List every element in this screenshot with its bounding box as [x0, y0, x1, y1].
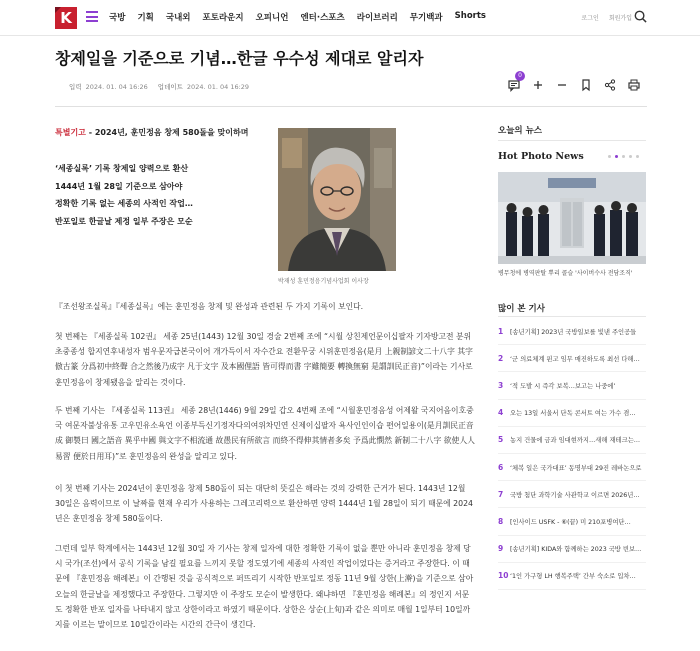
input-time: 2024. 01. 04 16:26 — [85, 83, 148, 91]
nav-item-photo[interactable]: 포토라운지 — [202, 13, 244, 23]
rank-number: 7 — [498, 489, 504, 499]
most-read-heading: 많이 본 기사 — [498, 304, 545, 314]
rank-number: 4 — [498, 408, 504, 418]
rank-title: ‘1인 가구형 LH 행복주택’ 간부 숙소로 입차… — [510, 573, 636, 581]
most-read-item[interactable] — [498, 427, 646, 454]
summary-line: ‘세종실록’ 기록 창제일 양력으로 환산 — [55, 164, 189, 173]
rank-title: ‘군 의료체계 핀고 임무 매진하도록 최선 다해… — [510, 355, 640, 363]
nav-item-shorts[interactable]: Shorts — [454, 11, 486, 21]
site-logo[interactable]: K — [55, 7, 77, 29]
carousel-dot[interactable] — [636, 155, 639, 158]
most-read-item[interactable] — [498, 536, 646, 563]
photo-caption: 박재성 훈민정음기념사업회 이사장 — [278, 278, 369, 285]
rank-title: ‘체복 일은 국가대표’ 동명부대 29진 레바논으로 — [510, 464, 642, 472]
summary-line: 1444년 1월 28일 기준으로 삼아야 — [55, 181, 183, 191]
most-read-item[interactable] — [498, 563, 646, 590]
minus-icon — [555, 78, 569, 92]
print-button[interactable] — [627, 77, 641, 91]
author-photo — [278, 128, 396, 271]
most-read-list — [498, 318, 646, 590]
article-kicker — [55, 127, 248, 138]
article-tools — [507, 72, 641, 91]
carousel-dot[interactable] — [608, 155, 611, 158]
nav-item-world[interactable]: 국내외 — [165, 13, 191, 23]
nav-item-entertainment[interactable]: 엔터·스포츠 — [300, 13, 345, 23]
kicker-text: - 2024년, 훈민정음 창제 580돌을 맞이하며 — [85, 128, 249, 137]
rank-number: 2 — [498, 353, 504, 363]
today-news-heading[interactable]: 오늘의 뉴스 — [498, 126, 543, 136]
bookmark-icon — [579, 78, 593, 92]
comment-button[interactable] — [507, 72, 522, 91]
most-read-item[interactable] — [498, 318, 646, 345]
rank-title: 오는 13일 서울서 단독 콘서트 여는 가수 겸… — [510, 410, 636, 418]
rank-number: 9 — [498, 544, 504, 554]
nav-item-library[interactable]: 라이브러리 — [356, 13, 398, 23]
carousel-dots — [608, 155, 639, 158]
update-label: 업데이트 — [157, 83, 183, 91]
rank-number: 8 — [498, 516, 504, 526]
summary-line: 반포일로 한글날 제정 일부 주장은 모순 — [55, 216, 193, 226]
nav-item-feature[interactable]: 기획 — [137, 13, 154, 23]
article-meta — [69, 82, 249, 91]
update-time: 2024. 01. 04 16:29 — [186, 83, 250, 91]
comment-count-badge: 0 — [515, 71, 525, 81]
rank-title: 국방 첨단 과학기술 사관학교 이르면 2026년… — [510, 491, 640, 499]
carousel-dot-active[interactable] — [615, 155, 618, 158]
signup-link[interactable]: 회원가입 — [608, 15, 632, 22]
carousel-dot[interactable] — [629, 155, 632, 158]
font-decrease-button[interactable] — [555, 77, 569, 91]
plus-icon — [531, 78, 545, 92]
nav-item-defense[interactable]: 국방 — [109, 13, 126, 23]
rank-number: 1 — [498, 326, 504, 336]
article-paragraph: 이 첫 번째 기사는 2024년이 훈민정음 창제 580돌이 되는 대단히 뜻깊은 해라는 것의 강력한 근거가 된다. 1443년 12월 30일은 음력이므로 이 날짜를 현재 우리가 사용하는 그레고리력으로 환산하면 양력 1444년 1월 28일이 되기 때문에 2024년은 훈민정음 창제 580돌이다. — [55, 484, 473, 524]
most-read-item[interactable] — [498, 508, 646, 535]
share-icon — [603, 78, 617, 92]
font-increase-button[interactable] — [531, 77, 545, 91]
article-paragraph: 『조선왕조실록』『세종실록』에는 훈민정음 창제 및 완성과 관련된 두 가지 기록이 보인다. — [55, 302, 364, 311]
rank-number: 10 — [498, 571, 509, 581]
rank-title: [인사이드 USFK - ⑥(끝) 미 210포병여단… — [510, 518, 631, 526]
article-paragraph: 두 번째 기사는 『세종실록 113권』 세종 28년(1446) 9월 29일 갑오 4번째 조에 “시월훈민정음성 어제왈 국지어음이호중국 여문자불상유통 고우민유소욕언 이종부득신기정자다의여위차민연 신제이십팔자 욕사인인이습 편어일용이(是月訓民正音成 御製曰 國之語音 異乎中國 與文字不相流通 故愚民有所欲言 而終不得伸其情者多矣 予爲此憫然 新制二十八字 欲使人人易習 便於日用耳)”로 훈민정음의 완성을 알리고 있다. — [55, 406, 475, 461]
search-icon[interactable] — [634, 10, 647, 23]
article-title: 창제일을 기준으로 기념…한글 우수성 제대로 알리자 — [55, 49, 424, 68]
input-label: 입력 — [69, 83, 82, 91]
summary-line: 정확한 기록 없는 세종의 사적인 작업… — [55, 199, 193, 208]
user-links — [581, 13, 632, 22]
print-icon — [627, 78, 641, 92]
hot-photo-heading: Hot Photo News — [498, 151, 584, 162]
title-divider — [55, 106, 647, 107]
nav-item-opinion[interactable]: 오피니언 — [255, 13, 289, 23]
rank-number: 3 — [498, 380, 504, 390]
login-link[interactable]: 로그인 — [581, 15, 599, 22]
most-read-item[interactable] — [498, 400, 646, 427]
most-read-item[interactable] — [498, 481, 646, 508]
sidebar-divider — [498, 140, 646, 141]
most-read-item[interactable] — [498, 454, 646, 481]
rank-title: [송년기획] KIDA와 함께하는 2023 국방 빈보… — [510, 546, 642, 554]
rank-title: ‘적 도발 시 즉각 보복…보고는 나중에’ — [510, 382, 616, 390]
kicker-label: 특별기고 — [55, 128, 86, 137]
nav-item-weapons[interactable]: 무기백과 — [409, 13, 443, 23]
article-summary — [55, 160, 193, 230]
hot-photo-caption[interactable]: 병무청에 병역판탈 뿌리 콜슬 '사이버수사 전담조직' — [498, 270, 633, 277]
rank-number: 6 — [498, 462, 504, 472]
bookmark-button[interactable] — [579, 77, 593, 91]
article-paragraph: 첫 번째는 『세종실록 102권』 세종 25년(1443) 12월 30일 경술 2번째 조에 “시월 상친제언문이십팔자 기자방고전 분위초중종성 합지연후내성자 범우문자급본국이어 개가득이서 자수간요 전환무궁 시위훈민정음(是月 上親制諺文二十八字 其字倣古篆 分爲初中終聲 合之然後乃成字 凡于文字 及本國俚語 皆可得而書 字雖簡要 轉換無窮 是謂訓民正音)”이라는 기사로 훈민정음이 창제됐음을 알리는 것이다. — [55, 332, 473, 387]
most-read-item[interactable] — [498, 345, 646, 372]
most-read-item[interactable] — [498, 372, 646, 399]
sidebar-divider — [498, 316, 646, 317]
site-header — [0, 0, 700, 36]
main-nav — [109, 11, 486, 23]
rank-title: [송년기획] 2023년 국방일보를 빛낸 주인공들 — [510, 328, 637, 336]
rank-number: 5 — [498, 435, 504, 445]
rank-title: 농지 건물에 금과 임대현까지…새해 재테크는… — [510, 437, 641, 445]
article-paragraph: 그런데 일부 학계에서는 1443년 12월 30일 자 기사는 창제 일자에 대한 정확한 기록이 없을 뿐만 아니라 훈민정음 창제 당시 국가(조선)에서 공식 기록을 남길 필요를 느끼지 못할 정도였기에 세종의 사적인 작업이었다는 증거라고 주장한다. 이 때문에 『훈민정음 해례본』이 간행된 것을 공식적으로 퍼뜨리기 시작한 반포일로 정동 11년 9월 상한(上澣)을 기준으로 삼아 오늘의 한글날을 제정했다고 주장한다. 그렇지만 이 주장도 모순이 발생한다. 왜냐하면 『훈민정음 해례본』의 정인지 서문도 정확한 반포 일자를 나타내지 않고 상한이라고 하였기 때문이다. 상한은 상순(上旬)과 같은 의미로 매월 1일부터 10일까지를 이르는 말이므로 10일간이라는 시간의 간극이 생긴다. — [55, 544, 474, 630]
hot-photo-image[interactable] — [498, 172, 646, 264]
carousel-dot[interactable] — [622, 155, 625, 158]
share-button[interactable] — [603, 77, 617, 91]
menu-icon[interactable] — [86, 11, 98, 22]
